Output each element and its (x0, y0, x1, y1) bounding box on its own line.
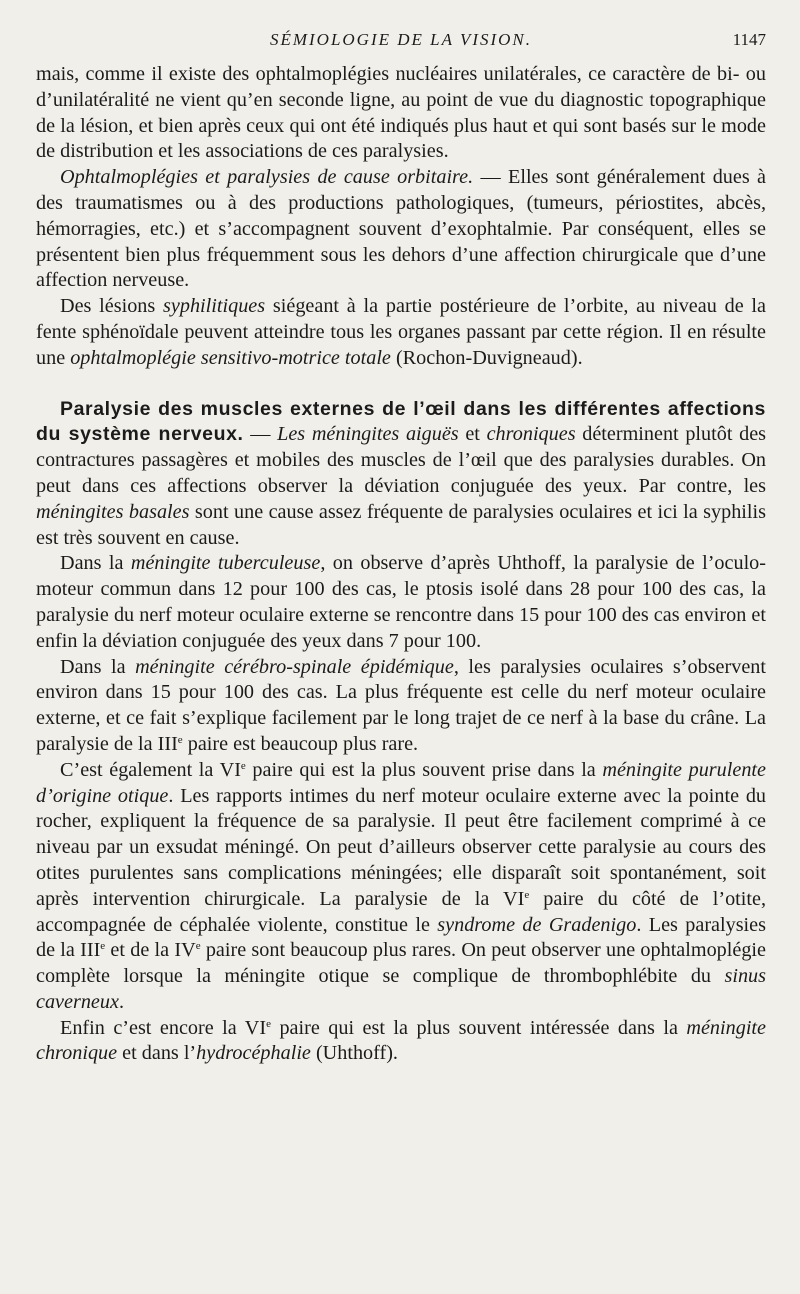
paragraph-orbital: Ophtalmoplégies et paralysies de cause orbitaire. — Elles sont généralement dues à des traumatismes ou à des productions pathologiques, (tumeurs, périostites, abcès, hémorragies, etc.) et s’accompagnent souvent d’exophtalmie. Par conséquent, elles se présentent bien plus fréquemment sous les dehors d’une affection chirurgicale que d’une affection nerveuse. (36, 166, 766, 292)
paragraph-cerebrospinal: Dans la méningite cérébro-spinale épidémique, les paralysies oculaires s’observent environ dans 15 pour 100 des cas. La plus fréquente est celle du nerf moteur oculaire externe, et ce fait s’explique facilement par le long trajet de ce nerf à la base du crâne. La paralysie de la IIIe paire est beaucoup plus rare. (36, 655, 766, 755)
running-head (36, 30, 766, 54)
paragraph-1: mais, comme il existe des ophtalmoplégies nucléaires unilatérales, ce caractère de bi- ou d’unilatéralité ne vient qu’en seconde ligne, au point de vue du diagnostic topographique de la lésion, et bien après ceux qui ont été indiqués plus haut et qui sont basés sur le mode de distribution et les associations de ces paralysies. (36, 63, 766, 163)
paragraph-tuberculous: Dans la méningite tuberculeuse, on observe d’après Uhthoff, la paralysie de l’oculo-moteur commun dans 12 pour 100 des cas, le ptosis isolé dans 28 pour 100 des cas, la paralysie du nerf moteur oculaire externe se rencontre dans 15 pour 100 des cas environ et enfin la déviation conjuguée des yeux dans 7 pour 100. (36, 552, 766, 652)
section-heading-paralysis: Paralysie des muscles externes de l’œil dans les différentes affections du système nerveux. (36, 397, 766, 446)
paragraph-chronic: Enfin c’est encore la VIe paire qui est la plus souvent intéressée dans la méningite chronique et dans l’hydrocéphalie (Uhthoff). (36, 1016, 766, 1065)
paragraph-otic: C’est également la VIe paire qui est la plus souvent prise dans la méningite purulente d’origine otique. Les rapports intimes du nerf moteur oculaire externe avec la pointe du rocher, expliquent la fréquence de sa paralysie. Il peut être facilement comprimé à ce niveau par un exsudat méningé. On peut d’ailleurs observer cette paralysie au cours des otites purulentes sans complications méningées; elle disparaît soit spontanément, soit après intervention chirurgicale. La paralysie de la VIe paire du côté de l’otite, accompagnée de céphalée violente, constitue le syndrome de Gradenigo. Les paralysies de la IIIe et de la IVe paire sont beaucoup plus rares. On peut observer une ophtalmoplégie complète lorsque la méningite otique se complique de thrombophlébite du sinus caverneux. (36, 758, 766, 1013)
section-heading-orbital: Ophtalmoplégies et paralysies de cause orbitaire. (60, 166, 474, 189)
page-body (36, 62, 766, 1067)
paragraph-section-heading: Paralysie des muscles externes de l’œil dans les différentes affections du système nerveux. — Les méningites aiguës et chroniques déterminent plutôt des contractures passagères et mobiles des muscles de l’œil que des paralysies durables. On peut dans ces affections observer la déviation conjuguée des yeux. Par contre, les méningites basales sont une cause assez fréquente de paralysies oculaires et ici la syphilis est très souvent en cause. (36, 397, 767, 549)
page-number: 1147 (732, 30, 766, 49)
paragraph-syphilitic: Des lésions syphilitiques siégeant à la partie postérieure de l’orbite, au niveau de la fente sphénoïdale peuvent atteindre tous les organes passant par cette région. Il en résulte une ophtalmoplégie sensitivo-motrice totale (Rochon-Duvigneaud). (36, 295, 767, 369)
running-title: SÉMIOLOGIE DE LA VISION. (269, 30, 533, 49)
